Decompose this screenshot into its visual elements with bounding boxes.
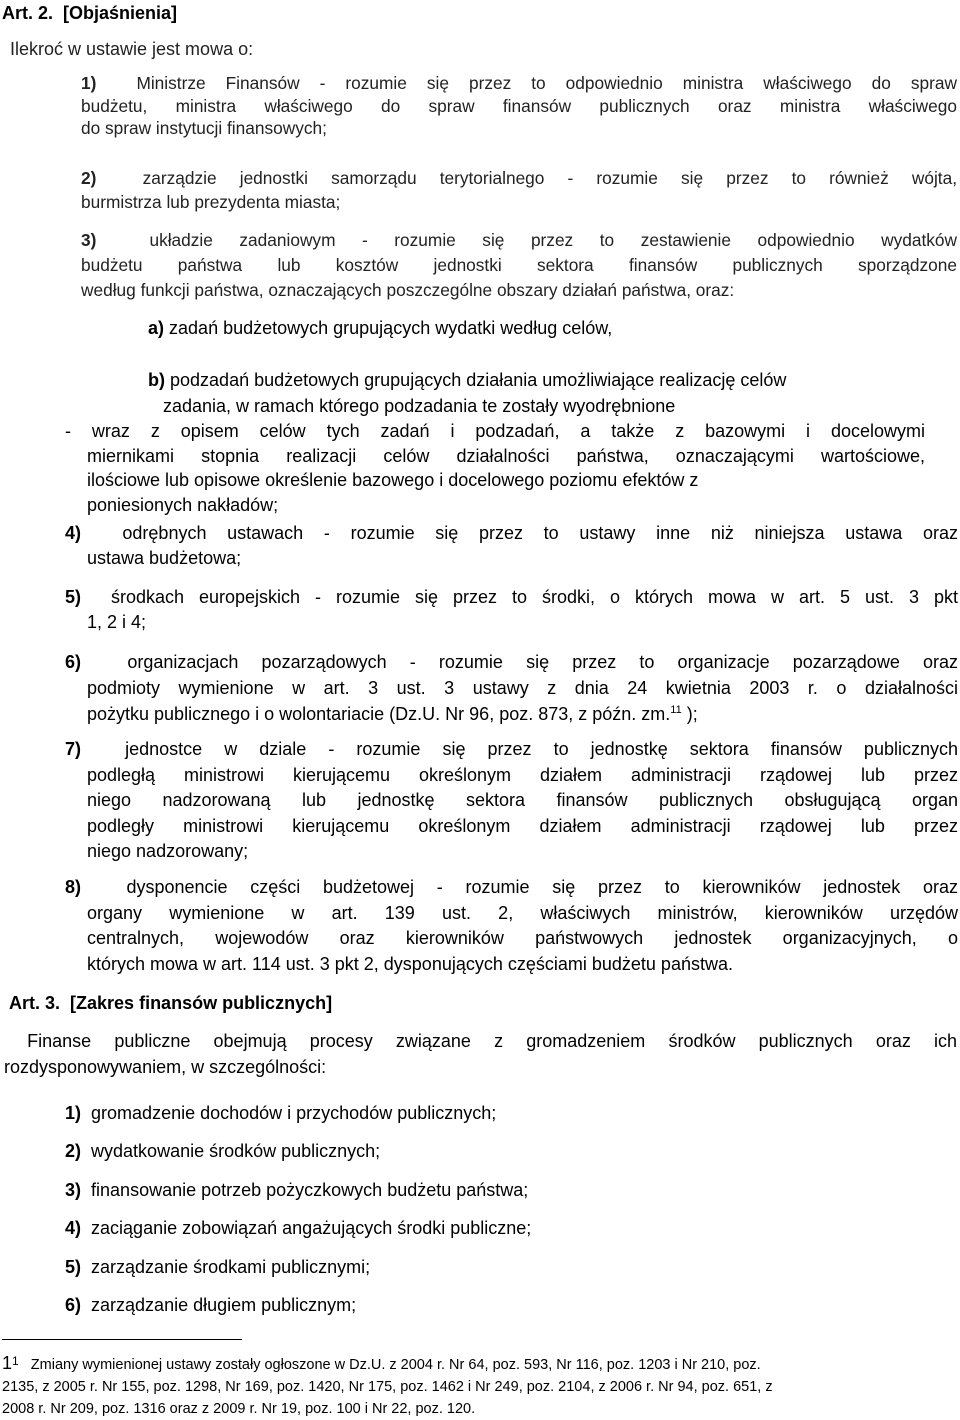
item-text-line: organy wymienione w art. 139 ust. 2, właściwych ministrów, kierowników urzędów: [87, 902, 958, 923]
item-number: 8): [65, 877, 82, 897]
footnote-mark-small: 1: [12, 1354, 19, 1368]
item-text-line: jednostce w dziale - rozumie się przez to jednostkę sektora finansów publicznych: [125, 739, 958, 759]
body-text-line: rozdysponowywaniem, w szczególności:: [4, 1056, 327, 1077]
sub-item-b: [148, 368, 786, 393]
definition-item-6: [65, 649, 958, 727]
item-text-line: niego nadzorowaną lub jednostkę sektora finansów publicznych obsługującą organ: [87, 790, 958, 811]
sub-item-letter: b): [148, 370, 165, 390]
item-text-line: według funkcji państwa, oznaczających poszczególne obszary działań państwa, oraz:: [81, 280, 735, 300]
list-item: [65, 1286, 531, 1324]
article-intro: Ilekroć w ustawie jest mowa o:: [10, 39, 254, 59]
definition-item-1: [81, 72, 957, 140]
item-text-line: odrębnych ustawach - rozumie się przez to ustawy inne niż niniejsza ustawa oraz: [122, 523, 958, 543]
item-text-line: dysponencie części budżetowej - rozumie się przez to kierowników jednostek oraz: [126, 877, 958, 897]
list-item-text: finansowanie potrzeb pożyczkowych budżetu państwa;: [91, 1179, 529, 1200]
list-item-number: 4): [65, 1218, 82, 1239]
article-number: Art. 3.: [9, 993, 61, 1013]
item-text-line: środkach europejskich - rozumie się przez to środki, o których mowa w art. 5 ust. 3 pkt: [110, 587, 958, 607]
sub-item-text: podzadań budżetowych grupujących działania umożliwiające realizację celów: [170, 370, 787, 390]
article-3-heading: [9, 991, 332, 1015]
item-text-line: budżetu, ministra właściwego do spraw finansów publicznych oraz ministra właściwego: [81, 95, 957, 116]
definition-item-2: [81, 166, 957, 214]
footnote-text-line: 2008 r. Nr 209, poz. 1316 oraz z 2009 r. Nr 19, poz. 100 i Nr 22, poz. 120.: [2, 1401, 476, 1417]
article-title: [Zakres finansów publicznych]: [70, 993, 333, 1013]
item-number: 6): [65, 652, 82, 672]
item-text-line: których mowa w art. 114 ust. 3 pkt 2, dysponujących częściami budżetu państwa.: [87, 953, 733, 974]
sub-item-a: [148, 316, 612, 340]
list-item: [65, 1171, 531, 1209]
footnote-reference: 11: [670, 704, 682, 716]
item-text-line: budżetu państwa lub kosztów jednostki sektora finansów publicznych sporządzone: [81, 255, 957, 275]
item-text-line: 1, 2 i 4;: [87, 612, 147, 632]
item-text-line: zarządzie jednostki samorządu terytorialnego - rozumie się przez to również wójta,: [142, 168, 957, 188]
footnote-mark: 1: [2, 1353, 13, 1373]
definition-item-7: [65, 737, 958, 865]
list-item-number: 1): [65, 1103, 82, 1123]
list-item: [65, 1248, 531, 1286]
item-number: 1): [81, 73, 97, 93]
item-text-line: niego nadzorowany;: [87, 841, 249, 862]
footnote-separator: [2, 1339, 242, 1340]
list-item-number: 3): [65, 1179, 82, 1200]
item-text-line: układzie zadaniowym - rozumie się przez to zestawienie odpowiednio wydatków: [149, 230, 957, 250]
item-text-line: centralnych, wojewodów oraz kierowników państwowych jednostek organizacyjnych, o: [87, 928, 958, 948]
item-3-tail: [65, 419, 925, 517]
item-number: 2): [81, 168, 97, 188]
item-number: 7): [65, 739, 82, 759]
list-item: [65, 1094, 531, 1132]
footnote: [2, 1350, 952, 1420]
article-3-list: [65, 1094, 531, 1324]
item-number: 5): [65, 587, 82, 607]
list-item-number: 5): [65, 1256, 82, 1277]
footnote-text-line: Zmiany wymienionej ustawy zostały ogłoszone w Dz.U. z 2004 r. Nr 64, poz. 593, Nr 116, poz. 1203 i Nr 210, poz.: [30, 1357, 761, 1373]
list-item-text: gromadzenie dochodów i przychodów publicznych;: [91, 1103, 497, 1123]
body-text-line: Finanse publiczne obejmują procesy związane z gromadzeniem środków publicznych oraz ich: [4, 1031, 957, 1051]
list-item-text: zarządzanie długiem publicznym;: [91, 1295, 357, 1316]
item-text-line: podmioty wymienione w art. 3 ust. 3 ustawy z dnia 24 kwietnia 2003 r. o działalności: [87, 678, 958, 698]
item-text-line: ilościowe lub opisowe określenie bazowego i docelowego poziomu efektów z: [87, 470, 699, 490]
definition-item-4: [65, 521, 958, 570]
definition-item-8: [65, 875, 958, 977]
list-item: [65, 1209, 531, 1247]
list-item-text: zarządzanie środkami publicznymi;: [91, 1256, 371, 1277]
item-text-line: organizacjach pozarządowych - rozumie się przez to organizacje pozarządowe oraz: [127, 652, 958, 672]
article-2-heading: [2, 2, 177, 24]
sub-item-letter: a): [148, 318, 165, 338]
item-text-line: poniesionych nakładów;: [87, 494, 279, 515]
sub-item-b-continuation: zadania, w ramach którego podzadania te zostały wyodrębnione: [163, 396, 676, 416]
list-item-number: 2): [65, 1141, 82, 1162]
article-title: [Objaśnienia]: [63, 3, 178, 23]
definition-item-5: [65, 585, 958, 635]
item-text-line: - wraz z opisem celów tych zadań i podzadań, a także z bazowymi i docelowymi: [65, 421, 925, 441]
list-item-text: wydatkowanie środków publicznych;: [91, 1141, 381, 1162]
item-text-end: );: [681, 704, 698, 724]
item-text-line: miernikami stopnia realizacji celów działalności państwa, oznaczającymi wartościowe,: [87, 445, 925, 466]
item-text-line: Ministrze Finansów - rozumie się przez to odpowiednio ministra właściwego do spraw: [136, 73, 957, 93]
article-number: Art. 2.: [2, 3, 54, 23]
item-text-line: podległą ministrowi kierującemu określonym działem administracji rządowej lub przez: [87, 764, 958, 785]
footnote-text-line: 2135, z 2005 r. Nr 155, poz. 1298, Nr 169, poz. 1420, Nr 175, poz. 1462 i Nr 249, poz. 2104, z 2006 r. Nr 94, poz. 651, z: [2, 1379, 773, 1395]
item-text-line: pożytku publicznego i o wolontariacie (Dz.U. Nr 96, poz. 873, z późn. zm.: [87, 704, 671, 724]
item-number: 4): [65, 523, 82, 543]
list-item-text: zaciąganie zobowiązań angażujących środki publiczne;: [91, 1218, 532, 1239]
item-text-line: do spraw instytucji finansowych;: [81, 118, 327, 138]
sub-item-text: zadań budżetowych grupujących wydatki według celów,: [169, 318, 613, 338]
item-text-line: podległy ministrowi kierującemu określonym działem administracji rządowej lub przez: [87, 815, 958, 836]
list-item: [65, 1132, 531, 1170]
item-text-line: ustawa budżetowa;: [87, 547, 242, 568]
item-text-line: burmistrza lub prezydenta miasta;: [81, 192, 341, 212]
item-number: 3): [81, 230, 97, 250]
article-3-body: [4, 1029, 957, 1080]
list-item-number: 6): [65, 1295, 82, 1316]
definition-item-3: [81, 228, 957, 303]
